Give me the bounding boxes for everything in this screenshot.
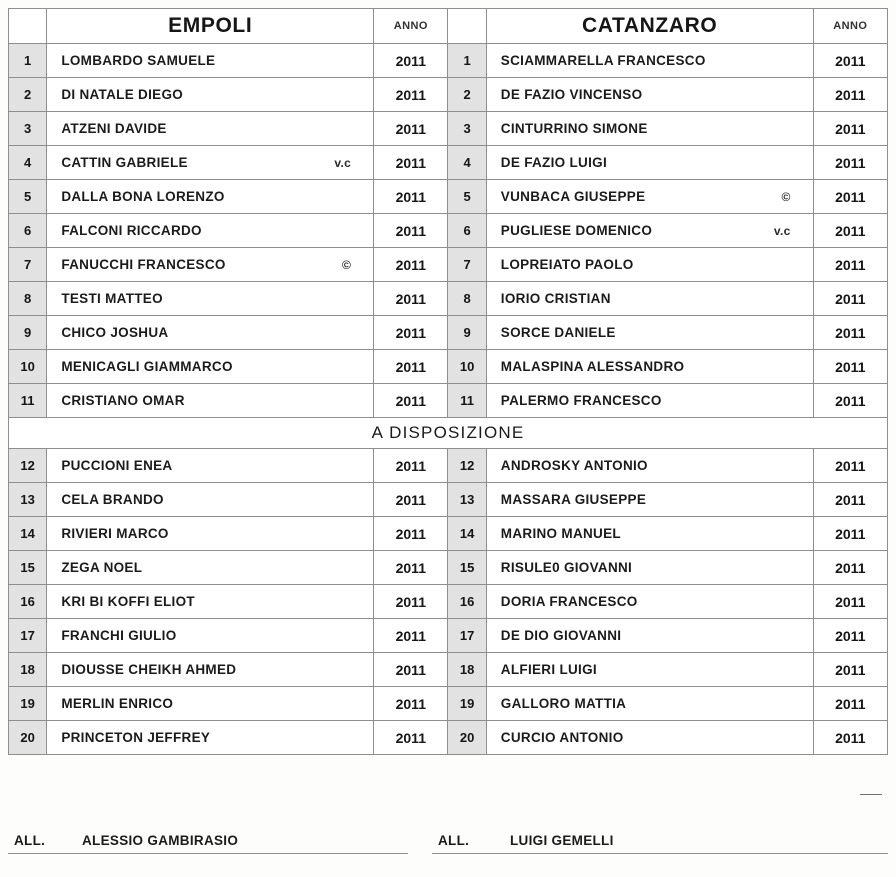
player-year-left: 2011: [374, 619, 448, 653]
player-number-right: 16: [448, 585, 486, 619]
table-row: [9, 350, 888, 384]
table-row: [9, 619, 888, 653]
player-name-left: [47, 619, 374, 653]
table-row: [9, 78, 888, 112]
player-name-right: [486, 146, 813, 180]
player-year-right: 2011: [813, 146, 887, 180]
player-name-left: [47, 112, 374, 146]
player-number-left: 11: [9, 384, 47, 418]
player-year-right: 2011: [813, 78, 887, 112]
player-name-left: [47, 180, 374, 214]
player-name-left-text: CHICO JOSHUA: [61, 325, 169, 340]
player-number-left: 2: [9, 78, 47, 112]
player-name-right-text: ALFIERI LUIGI: [500, 662, 597, 677]
player-year-right: 2011: [813, 449, 887, 483]
player-number-left: 10: [9, 350, 47, 384]
player-name-left: [47, 721, 374, 755]
player-number-right: 17: [448, 619, 486, 653]
player-year-right: 2011: [813, 214, 887, 248]
player-number-left: 19: [9, 687, 47, 721]
player-year-left: 2011: [374, 551, 448, 585]
player-name-right-text: DE DIO GIOVANNI: [500, 628, 622, 643]
player-year-right: 2011: [813, 721, 887, 755]
player-name-left-text: DI NATALE DIEGO: [61, 87, 184, 102]
player-year-right: 2011: [813, 619, 887, 653]
player-name-right: [486, 585, 813, 619]
player-number-right: 8: [448, 282, 486, 316]
player-year-left: 2011: [374, 517, 448, 551]
anno-header-right: ANNO: [813, 9, 887, 44]
table-row: [9, 721, 888, 755]
player-number-left: 20: [9, 721, 47, 755]
player-name-left: [47, 350, 374, 384]
player-year-left: 2011: [374, 316, 448, 350]
player-name-right-text: MARINO MANUEL: [500, 526, 621, 541]
player-name-left: [47, 146, 374, 180]
player-number-right: 20: [448, 721, 486, 755]
player-name-right: [486, 248, 813, 282]
coach-signature-line-left: [8, 853, 408, 854]
player-year-left: 2011: [374, 180, 448, 214]
player-year-left: 2011: [374, 483, 448, 517]
player-name-right-text: IORIO CRISTIAN: [500, 291, 611, 306]
player-name-left-text: ATZENI DAVIDE: [61, 121, 167, 136]
player-year-right: 2011: [813, 248, 887, 282]
player-name-left: [47, 44, 374, 78]
coach-signature-line-right: [432, 853, 888, 854]
player-name-right: [486, 78, 813, 112]
player-number-left: 4: [9, 146, 47, 180]
player-year-left: 2011: [374, 687, 448, 721]
player-number-right: 5: [448, 180, 486, 214]
player-name-left-text: MERLIN ENRICO: [61, 696, 174, 711]
player-name-right-text: DORIA FRANCESCO: [500, 594, 638, 609]
player-name-left: [47, 483, 374, 517]
player-name-right-text: RISULE0 GIOVANNI: [500, 560, 633, 575]
player-name-left-text: MENICAGLI GIAMMARCO: [61, 359, 233, 374]
player-name-left-text: DALLA BONA LORENZO: [61, 189, 225, 204]
player-number-left: 17: [9, 619, 47, 653]
player-number-left: 8: [9, 282, 47, 316]
player-year-left: 2011: [374, 384, 448, 418]
player-name-left: [47, 653, 374, 687]
player-year-right: 2011: [813, 316, 887, 350]
coach-name-left: ALESSIO GAMBIRASIO: [82, 833, 239, 848]
player-name-left-text: PRINCETON JEFFREY: [61, 730, 211, 745]
player-name-right-text: LOPREIATO PAOLO: [500, 257, 634, 272]
player-number-right: 13: [448, 483, 486, 517]
player-name-left-text: RIVIERI MARCO: [61, 526, 169, 541]
table-row: [9, 180, 888, 214]
player-number-left: 3: [9, 112, 47, 146]
coach-name-right: LUIGI GEMELLI: [510, 833, 614, 848]
coach-label-left: ALL.: [14, 833, 46, 848]
player-name-left-text: FRANCHI GIULIO: [61, 628, 177, 643]
player-name-left-text: CATTIN GABRIELE: [61, 155, 188, 170]
team-name-left: EMPOLI: [47, 9, 374, 44]
player-name-left: [47, 585, 374, 619]
player-year-right: 2011: [813, 517, 887, 551]
player-number-left: 13: [9, 483, 47, 517]
player-name-left: [47, 78, 374, 112]
player-name-right: [486, 214, 813, 248]
player-name-right: [486, 517, 813, 551]
player-name-left: [47, 449, 374, 483]
player-number-right: 1: [448, 44, 486, 78]
player-name-left-text: FANUCCHI FRANCESCO: [61, 257, 226, 272]
player-number-left: 7: [9, 248, 47, 282]
player-year-right: 2011: [813, 350, 887, 384]
player-name-right-text: CURCIO ANTONIO: [500, 730, 624, 745]
margin-tick-mark: [860, 794, 882, 795]
player-name-right-text: GALLORO MATTIA: [500, 696, 627, 711]
captain-badge-right: v.c: [773, 223, 791, 238]
table-row: [9, 653, 888, 687]
player-name-left-text: KRI BI KOFFI ELIOT: [61, 594, 195, 609]
player-name-right: [486, 112, 813, 146]
player-name-right: [486, 449, 813, 483]
player-year-left: 2011: [374, 282, 448, 316]
substitutes-band-row: [9, 418, 888, 449]
player-year-left: 2011: [374, 350, 448, 384]
player-year-right: 2011: [813, 551, 887, 585]
player-number-right: 14: [448, 517, 486, 551]
player-number-right: 3: [448, 112, 486, 146]
player-number-left: 18: [9, 653, 47, 687]
player-number-right: 11: [448, 384, 486, 418]
player-name-left: [47, 316, 374, 350]
player-number-right: 12: [448, 449, 486, 483]
player-year-left: 2011: [374, 112, 448, 146]
captain-badge-left: v.c: [334, 155, 352, 170]
player-name-left-text: CELA BRANDO: [61, 492, 164, 507]
player-year-right: 2011: [813, 585, 887, 619]
table-row: [9, 214, 888, 248]
player-name-right-text: DE FAZIO VINCENSO: [500, 87, 643, 102]
player-number-right: 2: [448, 78, 486, 112]
table-row: [9, 449, 888, 483]
player-name-right-text: CINTURRINO SIMONE: [500, 121, 648, 136]
player-name-left-text: TESTI MATTEO: [61, 291, 163, 306]
table-row: [9, 551, 888, 585]
header-blank-right: [448, 9, 486, 44]
player-name-left-text: DIOUSSE CHEIKH AHMED: [61, 662, 237, 677]
player-year-left: 2011: [374, 78, 448, 112]
player-name-left-text: ZEGA NOEL: [61, 560, 143, 575]
player-name-left-text: LOMBARDO SAMUELE: [61, 53, 216, 68]
player-year-left: 2011: [374, 449, 448, 483]
player-name-left-text: CRISTIANO OMAR: [61, 393, 185, 408]
player-year-right: 2011: [813, 282, 887, 316]
player-number-left: 15: [9, 551, 47, 585]
player-year-left: 2011: [374, 146, 448, 180]
player-name-left-text: PUCCIONI ENEA: [61, 458, 173, 473]
player-name-right-text: PALERMO FRANCESCO: [500, 393, 662, 408]
table-row: [9, 316, 888, 350]
player-name-right-text: DE FAZIO LUIGI: [500, 155, 607, 170]
player-name-left-text: FALCONI RICCARDO: [61, 223, 202, 238]
player-number-left: 6: [9, 214, 47, 248]
header-blank-left: [9, 9, 47, 44]
player-name-right: [486, 282, 813, 316]
player-number-right: 9: [448, 316, 486, 350]
roster-body: [9, 44, 888, 755]
player-name-right-text: VUNBACA GIUSEPPE: [500, 189, 646, 204]
player-name-right: [486, 44, 813, 78]
player-name-left: [47, 687, 374, 721]
player-year-right: 2011: [813, 44, 887, 78]
player-name-right-text: SCIAMMARELLA FRANCESCO: [500, 53, 706, 68]
player-name-left: [47, 384, 374, 418]
player-year-left: 2011: [374, 44, 448, 78]
player-number-left: 16: [9, 585, 47, 619]
player-name-right: [486, 687, 813, 721]
captain-badge-left: ©: [341, 257, 352, 272]
player-number-right: 10: [448, 350, 486, 384]
player-year-right: 2011: [813, 653, 887, 687]
table-row: [9, 282, 888, 316]
player-name-right: [486, 350, 813, 384]
player-number-right: 6: [448, 214, 486, 248]
player-name-right-text: MASSARA GIUSEPPE: [500, 492, 647, 507]
player-number-left: 1: [9, 44, 47, 78]
player-name-right-text: SORCE DANIELE: [500, 325, 616, 340]
player-year-right: 2011: [813, 687, 887, 721]
player-number-left: 9: [9, 316, 47, 350]
roster-header-row: [9, 9, 888, 44]
player-name-left: [47, 214, 374, 248]
anno-header-left: ANNO: [374, 9, 448, 44]
player-name-right: [486, 721, 813, 755]
player-year-right: 2011: [813, 112, 887, 146]
table-row: [9, 384, 888, 418]
roster-table: [8, 8, 888, 755]
player-name-left: [47, 282, 374, 316]
player-name-right: [486, 653, 813, 687]
player-number-right: 4: [448, 146, 486, 180]
table-row: [9, 248, 888, 282]
coach-label-right: ALL.: [438, 833, 470, 848]
player-name-right-text: PUGLIESE DOMENICO: [500, 223, 653, 238]
table-row: [9, 687, 888, 721]
player-year-left: 2011: [374, 214, 448, 248]
player-name-right: [486, 551, 813, 585]
player-name-right: [486, 483, 813, 517]
player-number-right: 19: [448, 687, 486, 721]
player-year-right: 2011: [813, 384, 887, 418]
player-year-right: 2011: [813, 180, 887, 214]
table-row: [9, 585, 888, 619]
table-row: [9, 112, 888, 146]
player-number-right: 18: [448, 653, 486, 687]
player-year-left: 2011: [374, 248, 448, 282]
player-name-right: [486, 180, 813, 214]
player-name-right: [486, 619, 813, 653]
coach-row: [8, 812, 888, 854]
team-name-right: CATANZARO: [486, 9, 813, 44]
player-year-left: 2011: [374, 653, 448, 687]
player-number-right: 15: [448, 551, 486, 585]
player-number-right: 7: [448, 248, 486, 282]
player-name-right-text: MALASPINA ALESSANDRO: [500, 359, 685, 374]
player-year-right: 2011: [813, 483, 887, 517]
player-name-right: [486, 316, 813, 350]
player-number-left: 12: [9, 449, 47, 483]
player-name-left: [47, 248, 374, 282]
table-row: [9, 517, 888, 551]
table-row: [9, 146, 888, 180]
captain-badge-right: ©: [781, 189, 791, 204]
player-name-right: [486, 384, 813, 418]
player-name-left: [47, 517, 374, 551]
player-number-left: 5: [9, 180, 47, 214]
table-row: [9, 483, 888, 517]
table-row: [9, 44, 888, 78]
substitutes-band-label: A DISPOSIZIONE: [9, 418, 888, 449]
player-name-right-text: ANDROSKY ANTONIO: [500, 458, 648, 473]
player-year-left: 2011: [374, 721, 448, 755]
player-year-left: 2011: [374, 585, 448, 619]
player-name-left: [47, 551, 374, 585]
player-number-left: 14: [9, 517, 47, 551]
